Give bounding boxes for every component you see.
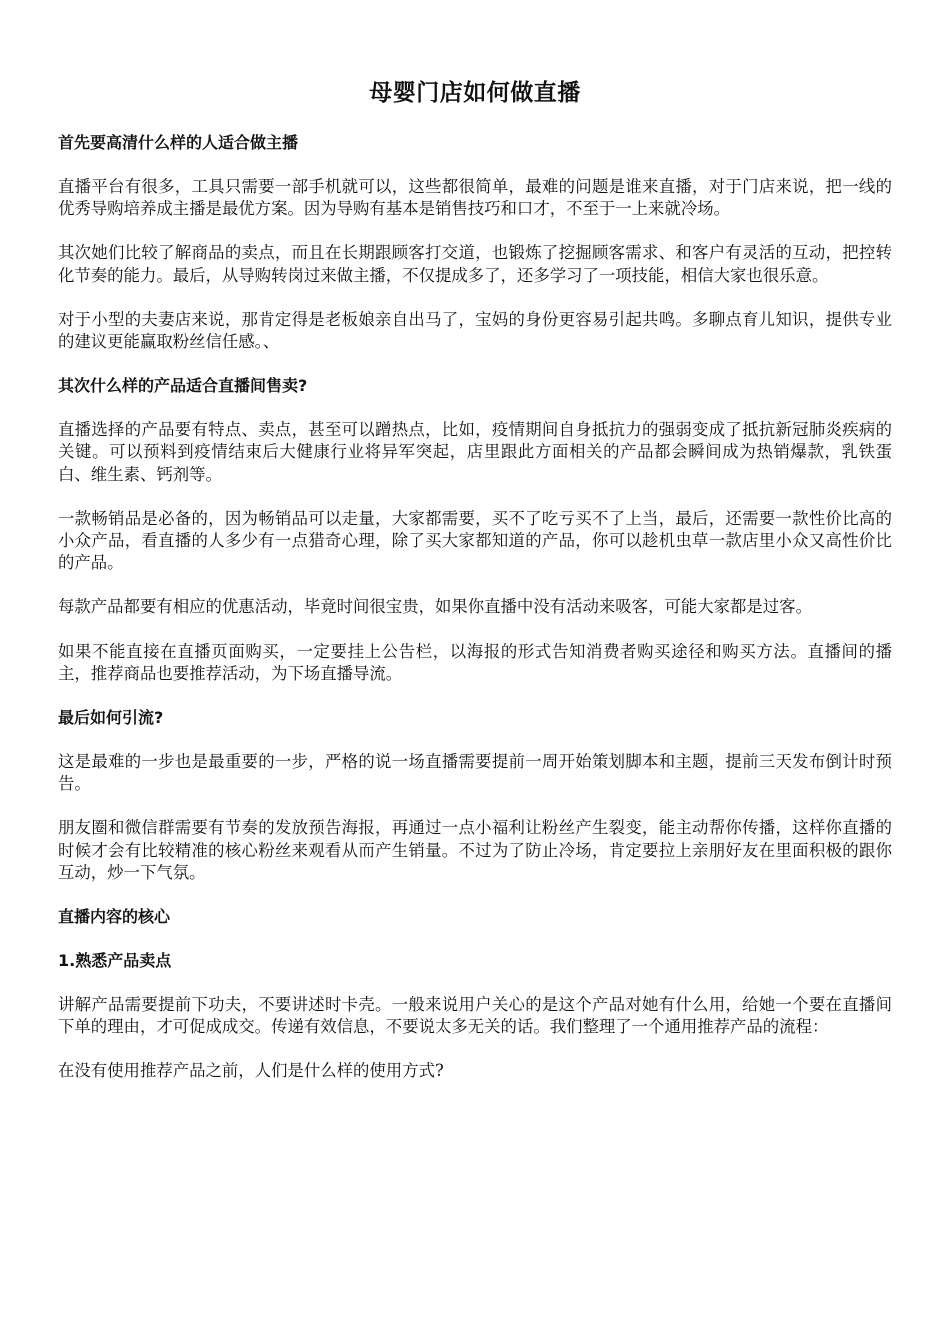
paragraph-anchor-skills: 其次她们比较了解商品的卖点，而且在长期跟顾客打交道，也锻炼了挖掘顾客需求、和客户有灵活的互动，把控转化节奏的能力。最后，从导购转岗过来做主播，不仅提成多了，还多学习了一项技能，相信大家也很乐意。 xyxy=(58,243,892,285)
paragraph-product-features: 直播选择的产品要有特点、卖点，甚至可以蹭热点，比如，疫情期间自身抵抗力的强弱变成了抵抗新冠肺炎疾病的关键。可以预料到疫情结束后大健康行业将异军突起，店里跟此方面相关的产品都会瞬间成为热销爆款，乳铁蛋白、维生素、钙剂等。 xyxy=(58,420,892,484)
paragraph-wechat-promotion: 朋友圈和微信群需要有节奏的发放预告海报，再通过一点小福利让粉丝产生裂变，能主动帮你传播，这样你直播的时候才会有比较精准的核心粉丝来观看从而产生销量。不过为了防止冷场，肯定要拉上亲朋好友在里面积极的跟你互动，炒一下气氛。 xyxy=(58,818,892,882)
paragraph-bestseller: 一款畅销品是必备的，因为畅销品可以走量，大家都需要，买不了吃亏买不了上当，最后，还需要一款性价比高的小众产品，看直播的人多少有一点猎奇心理，除了买大家都知道的产品，你可以趁机虫草一款店里小众又高性价比的产品。 xyxy=(58,508,892,573)
subheading-product-knowledge: 1.熟悉产品卖点 xyxy=(58,951,172,971)
paragraph-planning: 这是最难的一步也是最重要的一步，严格的说一场直播需要提前一周开始策划脚本和主题，提前三天发布倒计时预告。 xyxy=(58,752,892,794)
paragraph-purchase-channel: 如果不能直接在直播页面购买，一定要挂上公告栏，以海报的形式告知消费者购买途径和购买方法。直播间的播主，推荐商品也要推荐活动，为下场直播导流。 xyxy=(58,641,892,683)
document-title: 母婴门店如何做直播 xyxy=(369,80,581,106)
paragraph-product-explanation: 讲解产品需要提前下功夫，不要讲述时卡壳。一般来说用户关心的是这个产品对她有什么用，给她一个要在直播间下单的理由，才可促成成交。传递有效信息，不要说太多无关的话。我们整理了一个通用推荐产品的流程： xyxy=(58,995,892,1037)
section-heading-traffic: 最后如何引流? xyxy=(58,708,164,728)
section-heading-anchor-selection: 首先要高清什么样的人适合做主播 xyxy=(58,133,299,152)
paragraph-small-store: 对于小型的夫妻店来说，那肯定得是老板娘亲自出马了，宝妈的身份更容易引起共鸣。多聊点育儿知识，提供专业的建议更能赢取粉丝信任感。、 xyxy=(58,309,892,352)
paragraph-anchor-platform: 直播平台有很多，工具只需要一部手机就可以，这些都很简单，最难的问题是谁来直播，对于门店来说，把一线的优秀导购培养成主播是最优方案。因为导购有基本是销售技巧和口才，不至于一上来就冷场。 xyxy=(58,177,892,219)
paragraph-usage-question: 在没有使用推荐产品之前，人们是什么样的使用方式? xyxy=(58,1061,444,1081)
section-heading-product-selection: 其次什么样的产品适合直播间售卖? xyxy=(58,376,308,396)
paragraph-promotion: 每款产品都要有相应的优惠活动，毕竟时间很宝贵，如果你直播中没有活动来吸客，可能大家都是过客。 xyxy=(58,597,812,617)
section-heading-content-core: 直播内容的核心 xyxy=(58,907,171,927)
